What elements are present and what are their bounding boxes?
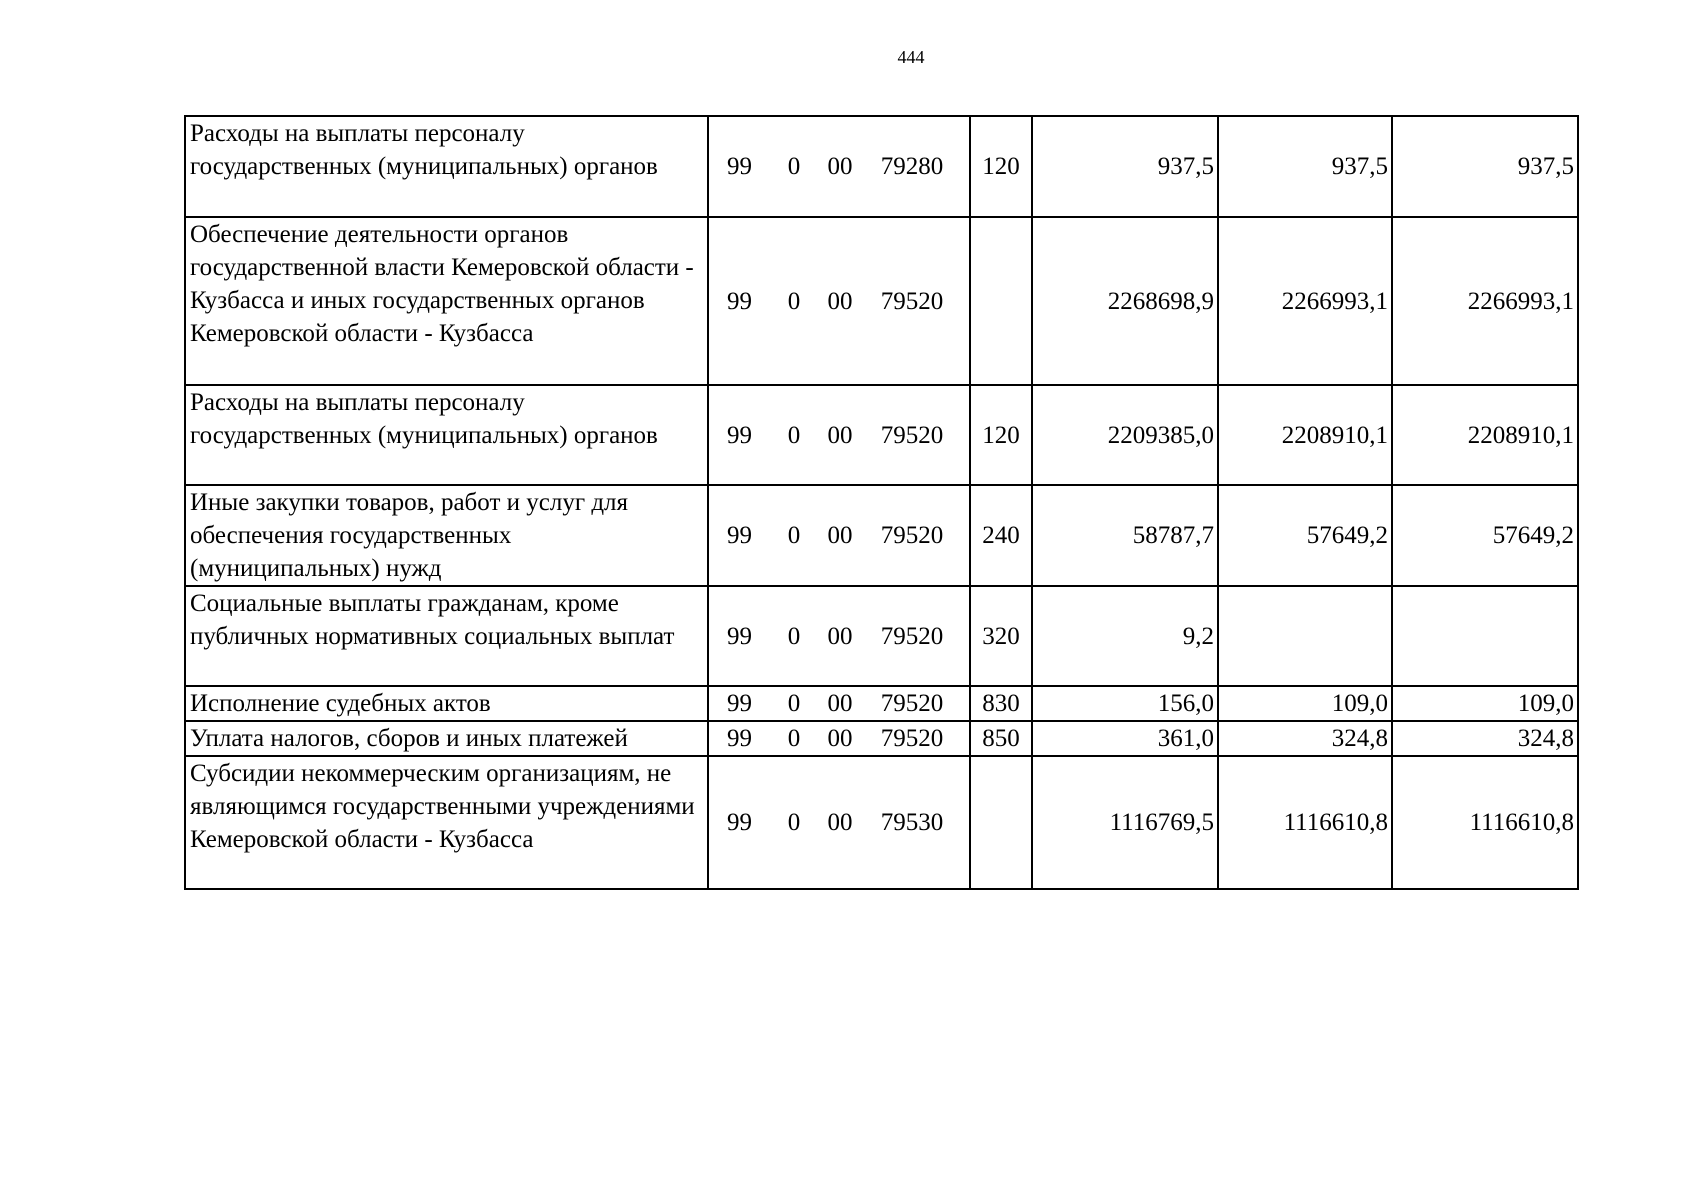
table-row [185,586,1578,686]
amount-col2: 1116610,8 [1283,809,1388,836]
amount-col1: 361,0 [1157,725,1214,752]
expense-name-cell [185,485,708,586]
target-code-cell [708,217,970,385]
direction-code: 00 [827,287,853,315]
amount-col1: 1116769,5 [1109,809,1214,836]
expense-name: Субсидии некоммерческим организациям, не являющимся государственными учреждениями Кемеровской области - Кузбасса [190,760,695,853]
subprogram-code: 0 [787,153,801,180]
target-code-cell [708,485,970,586]
amount-col3-cell [1392,116,1578,217]
subprogram-code: 0 [787,522,801,549]
amount-col3-cell [1392,686,1578,721]
amount-col1: 156,0 [1157,690,1214,717]
expense-name-cell [185,586,708,686]
expense-code: 79530 [880,809,944,836]
amount-col1: 2268698,9 [1107,287,1214,315]
direction-code: 00 [827,809,853,836]
amount-col2-cell [1218,721,1392,756]
amount-col2-cell [1218,217,1392,385]
subprogram-code: 0 [787,287,801,315]
target-code-cell [708,385,970,485]
amount-col3-cell [1392,721,1578,756]
program-code: 99 [727,622,752,650]
amount-col1-cell [1032,756,1218,889]
target-code-cell [708,116,970,217]
amount-col1-cell [1032,721,1218,756]
amount-col1: 58787,7 [1132,522,1214,549]
amount-col2-cell [1218,586,1392,686]
amount-col1: 937,5 [1157,153,1214,180]
expense-name: Расходы на выплаты персоналу государственных (муниципальных) органов [190,120,658,180]
expense-name: Исполнение судебных актов [190,690,491,717]
expense-type-cell [970,756,1032,889]
amount-col3-cell [1392,385,1578,485]
amount-col3: 1116610,8 [1469,809,1574,836]
amount-col1-cell [1032,385,1218,485]
page-number: 444 [897,47,925,67]
amount-col1-cell [1032,485,1218,586]
amount-col3: 57649,2 [1492,522,1574,549]
program-code: 99 [727,421,752,449]
expense-code: 79520 [880,522,944,549]
expense-code: 79280 [880,153,944,180]
table-row [185,217,1578,385]
amount-col1-cell [1032,686,1218,721]
expense-name: Обеспечение деятельности органов государственной власти Кемеровской области - Кузбасса и иных государственных органов Кемеровской области - Кузбасса [190,221,694,347]
amount-col1-cell [1032,586,1218,686]
amount-col3: 937,5 [1517,153,1574,180]
amount-col3: 109,0 [1517,690,1574,717]
subprogram-code: 0 [787,622,801,650]
target-code-cell [708,756,970,889]
subprogram-code: 0 [787,725,801,752]
expense-type-code: 830 [982,690,1020,717]
amount-col2: 109,0 [1331,690,1388,717]
amount-col2: 2208910,1 [1281,421,1388,449]
table-row [185,721,1578,756]
amount-col3: 324,8 [1517,725,1574,752]
amount-col2: 324,8 [1331,725,1388,752]
expense-code: 79520 [880,690,944,717]
expense-code: 79520 [880,421,944,449]
expense-name: Социальные выплаты гражданам, кроме публичных нормативных социальных выплат [190,590,675,650]
table-row [185,756,1578,889]
table-row [185,385,1578,485]
program-code: 99 [727,809,752,836]
amount-col2: 937,5 [1331,153,1388,180]
subprogram-code: 0 [787,690,801,717]
subprogram-code: 0 [787,809,801,836]
amount-col2-cell [1218,385,1392,485]
direction-code: 00 [827,622,853,650]
amount-col3-cell [1392,586,1578,686]
expense-type-code: 120 [982,153,1020,180]
expense-name-cell [185,756,708,889]
expense-name-cell [185,116,708,217]
target-code-cell [708,586,970,686]
expense-type-code: 120 [982,421,1020,449]
expense-code: 79520 [880,622,944,650]
program-code: 99 [727,725,752,752]
amount-col2: 2266993,1 [1281,287,1388,315]
expense-code: 79520 [880,725,944,752]
expense-type-cell [970,586,1032,686]
amount-col1: 9,2 [1182,622,1214,650]
target-code-cell [708,686,970,721]
expense-name: Уплата налогов, сборов и иных платежей [190,725,628,752]
expense-type-code: 850 [982,725,1020,752]
amount-col3-cell [1392,485,1578,586]
expense-name: Иные закупки товаров, работ и услуг для обеспечения государственных (муниципальных) нужд [190,489,629,582]
table-row [185,485,1578,586]
amount-col1-cell [1032,116,1218,217]
expense-name: Расходы на выплаты персоналу государственных (муниципальных) органов [190,389,658,449]
amount-col2-cell [1218,686,1392,721]
program-code: 99 [727,287,752,315]
expense-type-cell [970,485,1032,586]
expense-name-cell [185,686,708,721]
program-code: 99 [727,522,752,549]
expense-type-code: 320 [982,622,1020,650]
budget-table [184,115,1579,890]
amount-col3-cell [1392,217,1578,385]
subprogram-code: 0 [787,421,801,449]
amount-col3: 2266993,1 [1467,287,1574,315]
direction-code: 00 [827,725,853,752]
amount-col2-cell [1218,485,1392,586]
expense-type-code: 240 [982,522,1020,549]
amount-col1-cell [1032,217,1218,385]
amount-col3: 2208910,1 [1467,421,1574,449]
direction-code: 00 [827,153,853,180]
expense-type-cell [970,116,1032,217]
direction-code: 00 [827,522,853,549]
program-code: 99 [727,153,752,180]
amount-col1: 2209385,0 [1107,421,1214,449]
table-row [185,686,1578,721]
amount-col2-cell [1218,116,1392,217]
direction-code: 00 [827,690,853,717]
expense-name-cell [185,721,708,756]
expense-name-cell [185,217,708,385]
program-code: 99 [727,690,752,717]
expense-name-cell [185,385,708,485]
target-code-cell [708,721,970,756]
expense-code: 79520 [880,287,944,315]
table-row [185,116,1578,217]
amount-col2: 57649,2 [1306,522,1388,549]
expense-type-cell [970,721,1032,756]
direction-code: 00 [827,421,853,449]
expense-type-cell [970,686,1032,721]
expense-type-cell [970,385,1032,485]
expense-type-cell [970,217,1032,385]
amount-col3-cell [1392,756,1578,889]
amount-col2-cell [1218,756,1392,889]
